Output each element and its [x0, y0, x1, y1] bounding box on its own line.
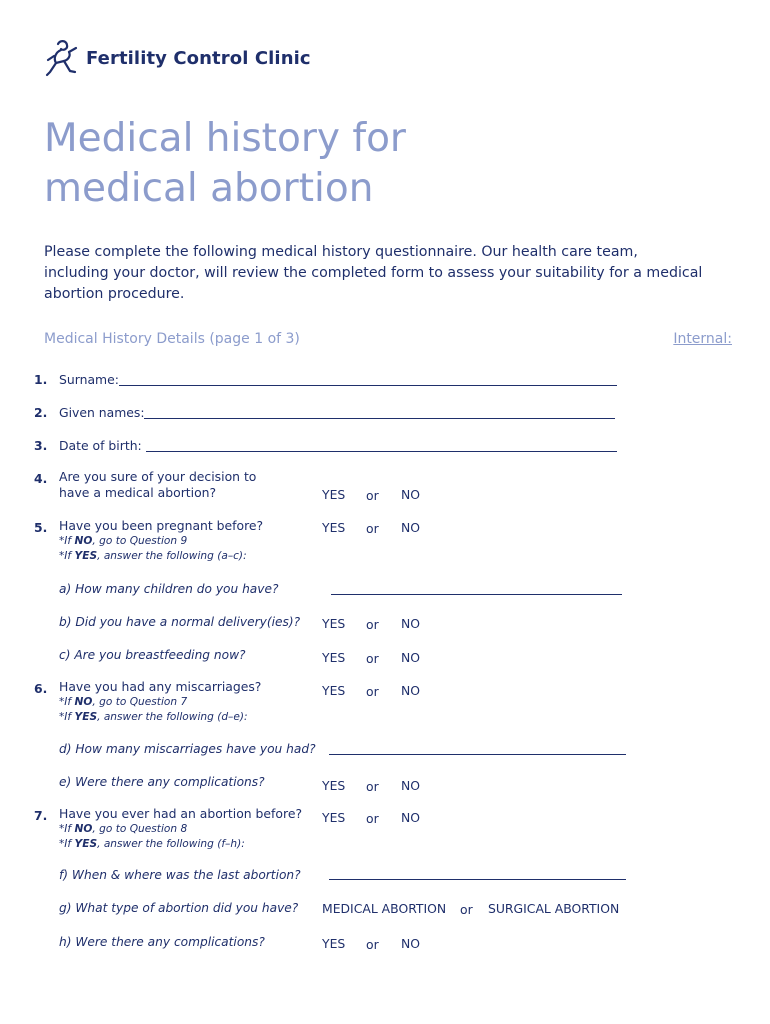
or-text: or: [366, 937, 379, 952]
or-text: or: [366, 779, 379, 794]
miscarriage-count-field[interactable]: [329, 754, 626, 755]
or-text: or: [366, 617, 379, 632]
yes-option[interactable]: YES: [322, 778, 346, 793]
breastfeeding-question: c) Are you breastfeeding now?: [59, 648, 246, 662]
intro-paragraph: Please complete the following medical history questionnaire. Our health care team, including your doctor, will review the completed form to assess your suitability for a medical abortion procedure.: [44, 244, 703, 302]
or-text: or: [366, 651, 379, 666]
answer-note: *If YES, answer the following (d–e):: [59, 711, 248, 723]
surgical-abortion-option[interactable]: SURGICAL ABORTION: [488, 901, 620, 916]
question-number: 5.: [34, 520, 48, 535]
yes-option[interactable]: YES: [322, 650, 346, 665]
no-option[interactable]: NO: [401, 616, 421, 631]
pregnant-before-question: Have you been pregnant before? *If NO, go to Question 9 *If YES, answer the following (a–c):: [59, 518, 264, 562]
clinic-figure-icon: [44, 38, 80, 78]
yes-option[interactable]: YES: [322, 810, 346, 825]
miscarriage-count-question: d) How many miscarriages have you had?: [59, 742, 316, 756]
clinic-name: Fertility Control Clinic: [86, 47, 311, 69]
title-line-2: medical abortion: [44, 166, 374, 211]
no-option[interactable]: NO: [401, 810, 421, 825]
last-abortion-field[interactable]: [329, 879, 626, 880]
last-abortion-question: f) When & where was the last abortion?: [59, 868, 301, 882]
no-option[interactable]: NO: [401, 683, 421, 698]
medical-abortion-option[interactable]: MEDICAL ABORTION: [322, 901, 447, 916]
question-number: 1.: [34, 372, 48, 387]
answer-note: *If YES, answer the following (a–c):: [59, 550, 247, 562]
surname-field[interactable]: [119, 385, 617, 386]
skip-note: *If NO, go to Question 7: [59, 696, 188, 708]
or-text: or: [366, 488, 379, 503]
skip-note: *If NO, go to Question 8: [59, 823, 188, 835]
question-number: 4.: [34, 471, 48, 486]
or-text: or: [366, 521, 379, 536]
section-title: Medical History Details (page 1 of 3): [44, 331, 300, 347]
children-count-field[interactable]: [331, 594, 622, 595]
dob-label: Date of birth:: [59, 438, 142, 453]
miscarriages-question: Have you had any miscarriages? *If NO, go to Question 7 *If YES, answer the following (d–e):: [59, 679, 262, 723]
skip-note: *If NO, go to Question 9: [59, 535, 188, 547]
question-number: 2.: [34, 405, 48, 420]
question-number: 7.: [34, 808, 48, 823]
question-number: 6.: [34, 681, 48, 696]
yes-option[interactable]: YES: [322, 936, 346, 951]
no-option[interactable]: NO: [401, 520, 421, 535]
or-text: or: [460, 902, 473, 917]
yes-option[interactable]: YES: [322, 487, 346, 502]
children-count-question: a) How many children do you have?: [59, 582, 279, 596]
normal-delivery-question: b) Did you have a normal delivery(ies)?: [59, 615, 301, 629]
yes-option[interactable]: YES: [322, 616, 346, 631]
decision-question: Are you sure of your decision to have a medical abortion?: [59, 469, 257, 500]
page-title: [44, 114, 406, 214]
or-text: or: [366, 811, 379, 826]
internal-link[interactable]: Internal:: [673, 331, 732, 347]
miscarriage-complications-question: e) Were there any complications?: [59, 775, 265, 789]
given-names-field[interactable]: [144, 418, 615, 419]
abortion-complications-question: h) Were there any complications?: [59, 935, 265, 949]
dob-field[interactable]: [146, 451, 617, 452]
yes-option[interactable]: YES: [322, 683, 346, 698]
no-option[interactable]: NO: [401, 778, 421, 793]
given-names-label: Given names:: [59, 405, 145, 420]
question-number: 3.: [34, 438, 48, 453]
no-option[interactable]: NO: [401, 936, 421, 951]
or-text: or: [366, 684, 379, 699]
abortion-before-question: Have you ever had an abortion before? *If NO, go to Question 8 *If YES, answer the following (f–h):: [59, 806, 303, 850]
answer-note: *If YES, answer the following (f–h):: [59, 838, 245, 850]
no-option[interactable]: NO: [401, 487, 421, 502]
title-line-1: Medical history for: [44, 116, 406, 161]
yes-option[interactable]: YES: [322, 520, 346, 535]
abortion-type-question: g) What type of abortion did you have?: [59, 901, 299, 915]
brand-header: [44, 38, 311, 78]
no-option[interactable]: NO: [401, 650, 421, 665]
surname-label: Surname:: [59, 372, 119, 387]
